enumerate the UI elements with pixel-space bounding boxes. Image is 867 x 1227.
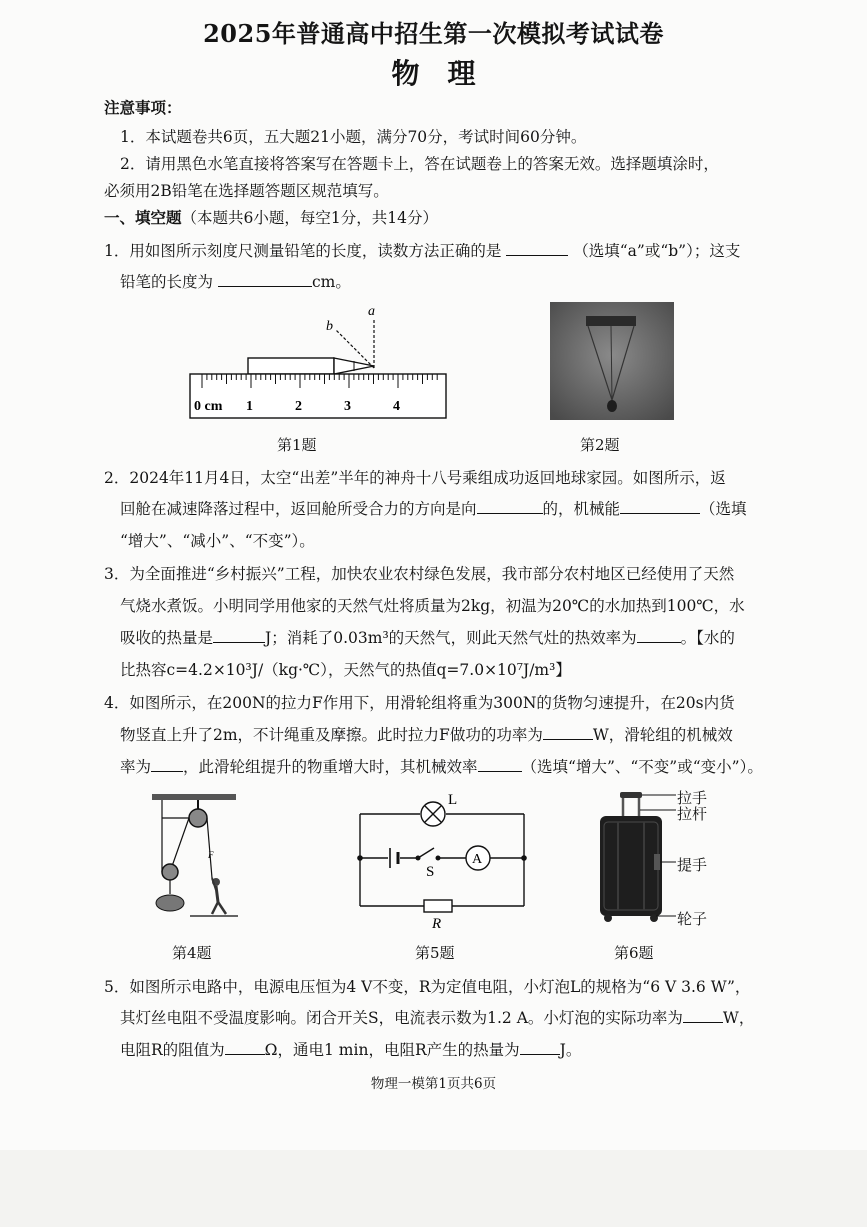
answer-blank[interactable] [151,757,183,772]
answer-blank[interactable] [213,628,265,643]
section-info: （本题共6小题，每空1分，共14分） [181,209,438,227]
ceiling [152,794,236,800]
q4-text-c: （选填“增大”、“不变”或“变小”）。 [521,758,763,776]
circuit-figure [352,788,532,930]
q1-text-a: 1．用如图所示刻度尺测量铅笔的长度，读数方法正确的是 [104,242,502,260]
section-number: 一、 [104,208,136,227]
question-5-line-1: 5．如图所示电路中，电源电压恒为4 V不变，R为定值电阻，小灯泡L的规格为“6 V 3.6 W”， [104,978,751,996]
q2-text-b: 的，机械能 [542,500,621,518]
ruler-tick-label: 2 [295,399,302,414]
capsule [607,400,617,412]
fixed-pulley [189,809,207,827]
question-3-line-4: 比热容c=4.2×10³J/（kg·℃），天然气的热值q=7.0×10⁷J/m³】 [120,661,571,679]
question-3-line-1: 3．为全面推进“乡村振兴”工程，加快农业农村绿色发展，我市部分农村地区已经使用了天然 [104,565,735,583]
q2-text-c: （选填 [700,500,747,518]
notice-heading: 注意事项： [104,98,182,117]
q4-text-a: 率为 [120,758,152,776]
movable-pulley [162,864,178,880]
ruler [190,374,446,418]
pull-handle [620,792,642,798]
suitcase-label: 轮子 [677,910,708,928]
answer-blank[interactable] [477,499,543,514]
q3-text-c: 。【水的 [680,629,735,647]
resistor-symbol [424,900,452,912]
exam-title: 2025年普通高中招生第一次模拟考试试卷 [203,19,664,48]
question-3-line-2: 气烧水煮饭。小明同学用他家的天然气灶将质量为2kg，初温为20℃的水加热到100℃，水 [120,597,745,615]
section-heading [104,208,438,228]
question-5-line-2 [120,1008,754,1028]
q5-text-c: J。 [559,1041,582,1059]
q5-text-a: 电阻R的阻值为 [120,1041,225,1059]
caption-fig-2: 第2题 [580,436,620,454]
notice-item-2b: 必须用2B铅笔在选择题答题区规范填写。 [104,182,389,200]
q5-text-b: W， [722,1009,755,1027]
question-1-line-1 [104,241,740,261]
answer-blank[interactable] [478,757,522,772]
answer-blank[interactable] [620,499,700,514]
q4-text-a: 物竖直上升了2m，不计绳重及摩擦。此时拉力F做功的功率为 [120,726,543,744]
suitcase-label: 提手 [677,856,708,874]
notice-item-1: 1．本试题卷共6页，五大题21小题，满分70分，考试时间60分钟。 [120,128,587,146]
cargo [156,895,184,911]
suitcase-label: 拉手 [677,789,708,807]
side-handle [654,854,660,870]
question-1-line-2 [120,272,351,292]
question-4-line-1: 4．如图所示，在200N的拉力F作用下，用滑轮组将重为300N的货物匀速提升，在20s内货 [104,694,735,712]
q2-text-a: 回舱在减速降落过程中，返回舱所受合力的方向是向 [120,500,477,518]
caption-fig-5: 第5题 [415,944,455,962]
q1-text-d: cm。 [311,273,351,291]
q1-text-b: （选填“a”或“b”）；这支 [573,242,741,260]
wheel [604,914,612,922]
capsule-photo [550,302,674,420]
label-a: a [368,304,375,319]
caption-fig-1: 第1题 [277,436,317,454]
section-name: 填空题 [135,208,182,227]
q3-text-a: 吸收的热量是 [120,629,214,647]
answer-blank[interactable] [218,272,312,287]
pulley-figure [150,790,240,920]
question-3-line-3 [120,628,735,648]
question-4-line-3 [120,757,763,777]
label-ammeter: A [472,852,483,867]
answer-blank[interactable] [637,628,681,643]
question-2-line-2 [120,499,747,519]
answer-blank[interactable] [520,1040,560,1055]
ruler-tick-label: 3 [344,399,351,414]
q4-text-b: W，滑轮组的机械效 [592,726,733,744]
label-lamp: L [448,792,458,808]
page-footer: 物理一模第1页共6页 [370,1076,497,1092]
notice-item-2a: 2．请用黑色水笔直接将答案写在答题卡上，答在试题卷上的答案无效。选择题填涂时， [120,155,719,173]
wheel [650,914,658,922]
q5-text-a: 其灯丝电阻不受温度影响。闭合开关S，电流表示数为1.2 A。小灯泡的实际功率为 [120,1009,683,1027]
suitcase-label: 拉杆 [677,805,708,823]
label-switch: S [426,864,435,880]
label-f: F [208,850,214,860]
q5-text-b: Ω，通电1 min，电阻R产生的热量为 [264,1041,520,1059]
question-2-line-1: 2．2024年11月4日，太空“出差”半年的神舟十八号乘组成功返回地球家园。如图所示，返 [104,469,726,487]
question-5-line-3 [120,1040,581,1060]
caption-fig-4: 第4题 [172,944,212,962]
q4-text-b: ，此滑轮组提升的物重增大时，其机械效率 [183,758,478,776]
caption-fig-6: 第6题 [614,944,654,962]
question-4-line-2 [120,725,733,745]
ruler-tick-label: 4 [393,399,400,414]
pencil-body [248,358,334,374]
q1-text-c: 铅笔的长度为 [120,273,214,291]
answer-blank[interactable] [225,1040,265,1055]
answer-blank[interactable] [543,725,593,740]
answer-blank[interactable] [683,1008,723,1023]
label-resistor: R [432,916,442,930]
ruler-tick-label: 1 [246,399,253,414]
parachute [586,316,636,326]
question-2-line-3: “增大”、“减小”、“不变”）。 [120,532,315,550]
subject-title: 物理 [391,57,504,90]
ruler-unit-label: 0 cm [194,399,223,414]
suitcase-body [600,816,662,916]
answer-blank[interactable] [506,241,568,256]
label-b: b [326,319,333,334]
ruler-figure [186,300,448,422]
q3-text-b: J；消耗了0.03m³的天然气，则此天然气灶的热效率为 [265,629,637,647]
